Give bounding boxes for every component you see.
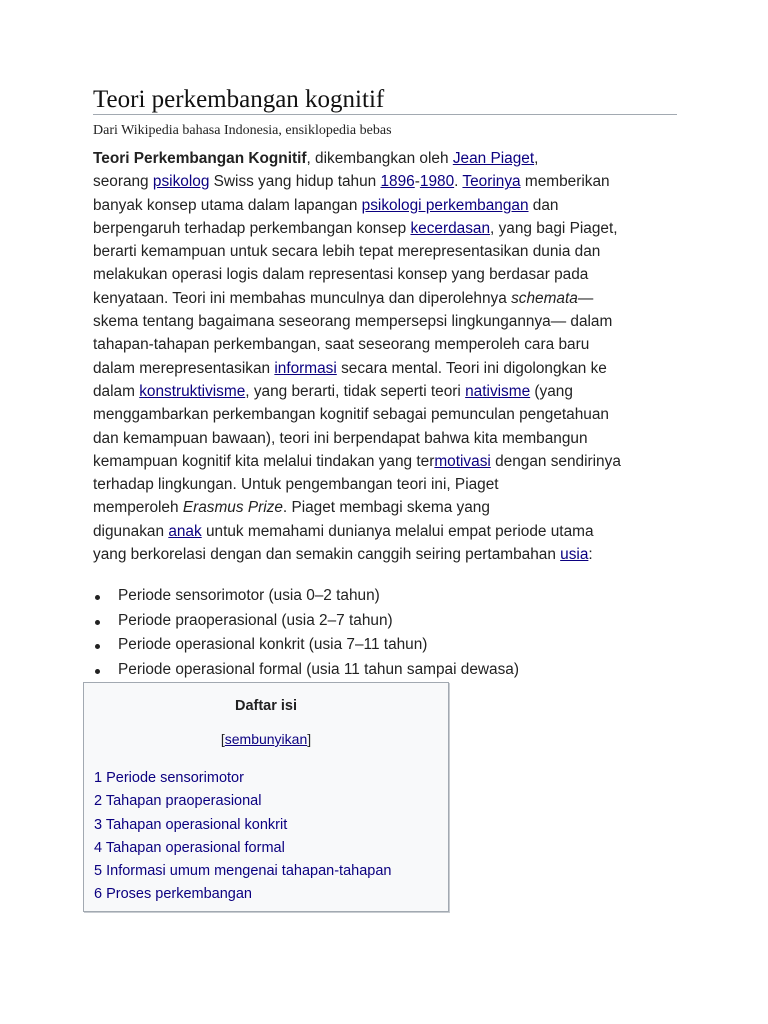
- table-of-contents: [83, 682, 449, 912]
- intro-text: banyak konsep utama dalam lapangan: [93, 196, 362, 214]
- toc-link-6[interactable]: [94, 886, 252, 902]
- toc-number: 1: [94, 770, 103, 786]
- toc-number: 2: [94, 793, 103, 810]
- intro-text: digunakan: [93, 522, 169, 540]
- intro-paragraph: [93, 147, 677, 566]
- toc-text: Informasi umum mengenai tahapan-tahapan: [106, 863, 392, 880]
- intro-text: untuk memahami dunianya melalui empat periode utama: [201, 522, 594, 540]
- toc-link-4[interactable]: [94, 840, 285, 856]
- toc-number: 3: [94, 816, 103, 833]
- toc-item: [94, 814, 391, 837]
- intro-text: skema tentang bagaimana seseorang mempersepsi lingkungannya— dalam: [93, 313, 613, 331]
- intro-text: . Piaget membagi skema yang: [282, 499, 490, 517]
- list-item: Periode sensorimotor (usia 0–2 tahun): [93, 584, 677, 609]
- term-schemata: schemata: [511, 289, 578, 307]
- intro-text: tahapan-tahapan perkembangan, saat seseorang memperoleh cara baru: [93, 336, 590, 354]
- intro-text: ,: [534, 150, 539, 167]
- intro-text: kemampuan kognitif kita melalui tindakan yang ter: [93, 452, 435, 470]
- toc-item: [94, 860, 391, 883]
- toc-title: Daftar isi: [234, 698, 298, 714]
- toc-item: [94, 883, 391, 906]
- toc-text: Periode sensorimotor: [106, 770, 244, 786]
- intro-text: menggambarkan perkembangan kognitif sebagai pemunculan pengetahuan: [93, 406, 609, 424]
- toc-list: [94, 767, 391, 907]
- link-informasi[interactable]: informasi: [274, 359, 337, 377]
- list-item: Periode operasional konkrit (usia 7–11 tahun): [93, 633, 677, 658]
- toc-text: Proses perkembangan: [106, 886, 253, 903]
- intro-text: Swiss yang hidup tahun: [209, 173, 381, 191]
- intro-text: melakukan operasi logis dalam representasi konsep yang berdasar pada: [93, 266, 589, 284]
- intro-text: , dikembangkan oleh: [306, 150, 453, 167]
- intro-text: (yang: [530, 382, 573, 400]
- toc-toggle: [84, 729, 448, 749]
- link-1980[interactable]: 1980: [419, 173, 455, 191]
- intro-text: terhadap lingkungan. Untuk pengembangan teori ini, Piaget: [93, 476, 499, 494]
- period-list: [93, 584, 677, 682]
- article-term: Teori Perkembangan Kognitif: [93, 150, 307, 167]
- intro-text: —: [577, 289, 594, 307]
- toc-item: [94, 767, 391, 790]
- intro-text: berpengaruh terhadap perkembangan konsep: [93, 219, 411, 237]
- toc-hide-link[interactable]: sembunyikan: [224, 731, 308, 747]
- toc-link-3[interactable]: [94, 817, 287, 833]
- title-divider: [93, 114, 677, 115]
- toc-item: [94, 837, 391, 860]
- intro-text: dengan sendirinya: [490, 452, 621, 470]
- toc-text: Tahapan praoperasional: [105, 793, 262, 810]
- toc-bracket: ]: [307, 731, 312, 747]
- link-1896[interactable]: 1896: [380, 173, 415, 191]
- page-title: Teori perkembangan kognitif: [93, 86, 385, 113]
- intro-text: secara mental. Teori ini digolongkan ke: [336, 359, 607, 377]
- list-item: Periode praoperasional (usia 2–7 tahun): [93, 609, 677, 634]
- intro-text: .: [454, 173, 463, 191]
- intro-text: memperoleh: [93, 499, 183, 517]
- toc-number: 5: [94, 863, 103, 880]
- term-erasmus-prize: Erasmus Prize: [182, 499, 283, 517]
- intro-text: -: [414, 173, 420, 191]
- intro-text: berarti kemampuan untuk secara lebih tepat merepresentasikan dunia dan: [93, 243, 601, 261]
- toc-item: [94, 790, 391, 813]
- link-usia[interactable]: usia: [560, 546, 589, 564]
- link-nativisme[interactable]: nativisme: [465, 382, 531, 400]
- intro-text: memberikan: [520, 173, 610, 191]
- intro-text: yang berkorelasi dengan dan semakin canggih seiring pertambahan: [93, 546, 561, 564]
- link-psikolog[interactable]: psikolog: [152, 173, 210, 191]
- intro-text: dan: [528, 196, 559, 214]
- intro-text: kenyataan. Teori ini membahas munculnya dan diperolehnya: [93, 289, 512, 307]
- intro-text: dalam: [93, 382, 140, 400]
- intro-text: seorang: [93, 173, 153, 191]
- toc-number: 4: [94, 839, 103, 856]
- intro-text: , yang bagi Piaget,: [490, 219, 618, 237]
- link-jean-piaget[interactable]: Jean Piaget: [452, 150, 535, 167]
- link-motivasi[interactable]: motivasi: [434, 452, 491, 470]
- link-anak[interactable]: anak: [168, 522, 202, 540]
- toc-text: Tahapan operasional formal: [105, 839, 285, 856]
- list-item: Periode operasional formal (usia 11 tahun sampai dewasa): [93, 658, 677, 683]
- link-konstruktivisme[interactable]: konstruktivisme: [139, 382, 246, 400]
- intro-text: dalam merepresentasikan: [93, 359, 275, 377]
- intro-text: :: [588, 546, 593, 564]
- link-teorinya[interactable]: Teorinya: [462, 173, 521, 191]
- toc-number: 6: [94, 886, 103, 903]
- toc-link-5[interactable]: [94, 863, 391, 879]
- toc-link-2[interactable]: [94, 793, 261, 809]
- toc-link-1[interactable]: [94, 770, 244, 786]
- toc-text: Tahapan operasional konkrit: [105, 816, 288, 833]
- link-kecerdasan[interactable]: kecerdasan: [410, 219, 491, 237]
- toc-bracket: [: [220, 731, 225, 747]
- intro-text: , yang berarti, tidak seperti teori: [245, 382, 466, 400]
- link-psikologi-perkembangan[interactable]: psikologi perkembangan: [361, 196, 529, 214]
- intro-text: dan kemampuan bawaan), teori ini berpendapat bahwa kita membangun: [93, 429, 588, 447]
- site-tagline: Dari Wikipedia bahasa Indonesia, ensiklopedia bebas: [93, 123, 392, 138]
